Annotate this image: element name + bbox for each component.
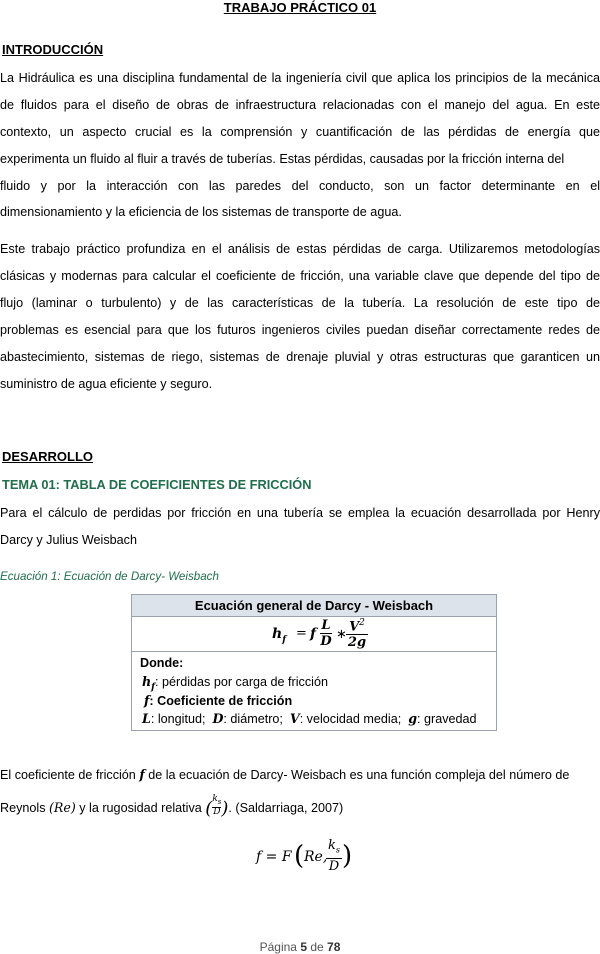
donde-label: Donde: <box>140 656 184 670</box>
reynolds-roughness-function: f = F ( Re, $k_s$ D ) <box>256 838 353 874</box>
variables-definition: L: longitud; D: diámetro; V: velocidad media; g: gravedad <box>142 711 477 726</box>
intro-p1-line: de fluidos para el diseño de obras de infraestructura relacionadas con el manejo del agua. En este <box>0 98 600 112</box>
f-definition: f: Coeficiente de fricción <box>144 693 293 708</box>
tema-heading: TEMA 01: TABLA DE COEFICIENTES DE FRICCIÓN <box>2 477 312 492</box>
friction-paragraph-line1: El coeficiente de fricción f de la ecuación de Darcy- Weisbach es una función compleja del número de <box>0 767 570 782</box>
intro-p1-line: dimensionamiento y la eficiencia de los sistemas de transporte de agua. <box>0 205 402 219</box>
friction-paragraph-line2: Reynols (Re) y la rugosidad relativa ($\frac{k_s}{D}$ ). (Saldarriaga, 2007) <box>0 794 344 820</box>
equation-box-header: Ecuación general de Darcy - Weisbach <box>132 595 496 617</box>
intro-p2-line: abastecimiento, sistemas de riego, sistemas de drenaje pluvial y otras estructuras que garanticen un <box>0 350 600 364</box>
desarrollo-p-line: Darcy y Julius Weisbach <box>0 533 137 547</box>
intro-p2-line: problemas es esencial para que los futuros ingenieros civiles puedan diseñar correctamente redes de <box>0 323 600 337</box>
intro-p2-line: clásicas y modernas para calcular el coeficiente de fricción, una variable clave que depende del tipo de <box>0 269 600 283</box>
intro-p1-line: La Hidráulica es una disciplina fundamental de la ingeniería civil que aplica los principios de la mecánica <box>0 71 600 85</box>
intro-p1-line: contexto, un aspecto crucial es la comprensión y cuantificación de las pérdidas de energía que <box>0 125 600 139</box>
intro-heading: INTRODUCCIÓN <box>2 42 104 57</box>
desarrollo-p-line: Para el cálculo de perdidas por fricción en una tubería se emplea la ecuación desarrollada por Henry <box>0 506 600 520</box>
intro-p2-line: flujo (laminar o turbulento) y de las características de la tubería. La resolución de este tipo de <box>0 296 600 310</box>
equation-box <box>131 594 497 731</box>
intro-p1-line: experimenta un fluido al fluir a través de tuberías. Estas pérdidas, causadas por la fricción interna del <box>0 152 565 166</box>
page-title: TRABAJO PRÁCTICO 01 <box>223 0 377 15</box>
equation-caption: Ecuación 1: Ecuación de Darcy- Weisbach <box>0 570 219 583</box>
intro-p2-line: suministro de agua eficiente y seguro. <box>0 377 213 391</box>
page-footer: Página 5 de 78 <box>259 940 341 954</box>
intro-p2-line: Este trabajo práctico profundiza en el análisis de estas pérdidas de carga. Utilizaremos metodologías <box>0 242 600 256</box>
darcy-weisbach-formula: $h_f$ = f $\frac{L}{D}$ ∗ $\frac{V^2}{2g}$ <box>132 617 496 652</box>
hf-definition: $h_f$: pérdidas por carga de fricción <box>142 674 328 693</box>
desarrollo-heading: DESARROLLO <box>2 449 93 464</box>
intro-p1-line: fluido y por la interacción con las paredes del conducto, son un factor determinante en el <box>0 179 600 193</box>
